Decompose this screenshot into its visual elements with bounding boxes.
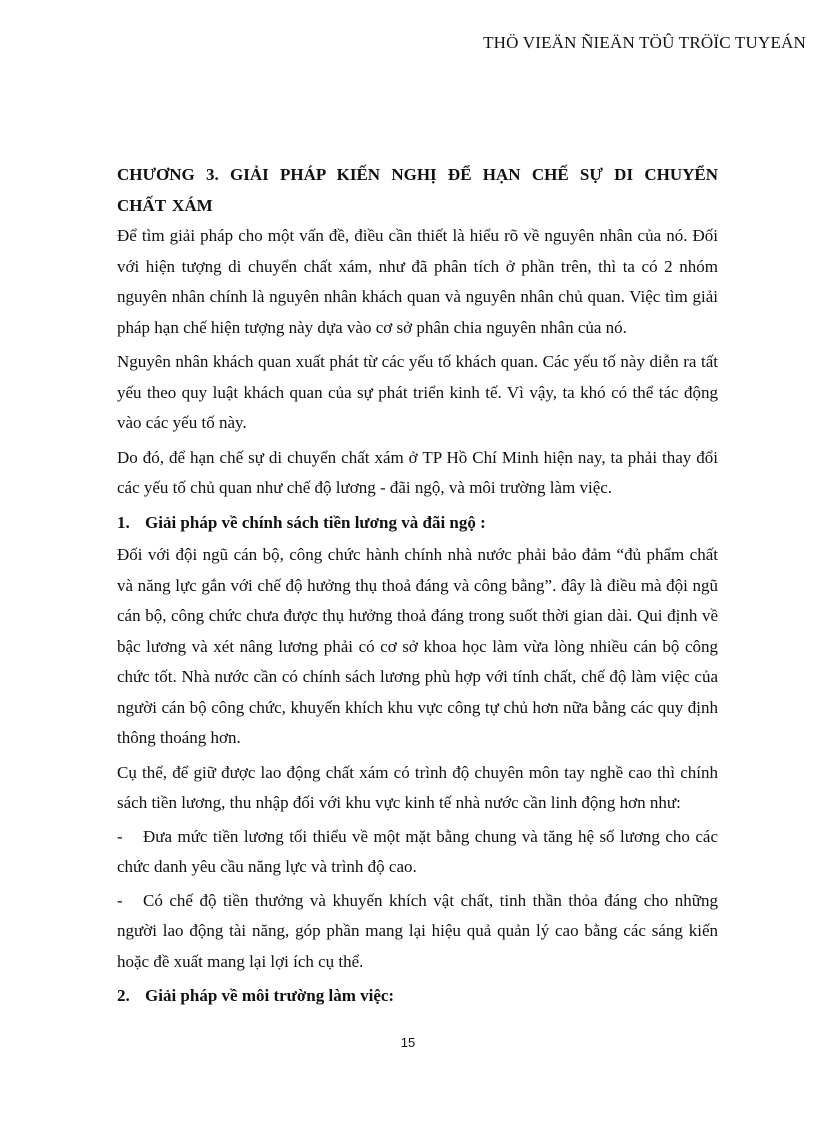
section-1-paragraph-2: Cụ thể, để giữ được lao động chất xám có trình độ chuyên môn tay nghề cao thì chính sách tiền lương, thu nhập đối với khu vực kinh tế nhà nước cần linh động hơn như: (117, 762, 718, 812)
bullet-dash: - (117, 826, 123, 846)
section-2-heading (117, 981, 718, 1012)
section-2-title: Giải pháp về môi trường làm việc: (145, 986, 395, 1005)
section-1-heading (117, 508, 718, 539)
intro-paragraph-3: Do đó, để hạn chế sự di chuyển chất xám ở TP Hồ Chí Minh hiện nay, ta phải thay đổi các yếu tố chủ quan như chế độ lương - đãi ngộ, và môi trường làm việc. (117, 447, 718, 497)
intro-paragraph-1: Để tìm giải pháp cho một vấn đề, điều cần thiết là hiểu rõ về nguyên nhân của nó. Đối với hiện tượng di chuyển chất xám, như đã phân tích ở phần trên, thì ta có 2 nhóm nguyên nhân chính là nguyên nhân khách quan và nguyên nhân chủ quan. Việc tìm giải pháp hạn chế hiện tượng này dựa vào cơ sở phân chia nguyên nhân của nó. (117, 226, 718, 337)
bullet-item (117, 822, 718, 883)
chapter-title: CHƯƠNG 3. GIẢI PHÁP KIẾN NGHỊ ĐỂ HẠN CHẾ SỰ DI CHUYỂN CHẤT XÁM (117, 165, 718, 215)
intro-paragraph-2: Nguyên nhân khách quan xuất phát từ các yếu tố khách quan. Các yếu tố này diễn ra tất yếu theo quy luật khách quan của sự phát triển kinh tế. Vì vậy, ta khó có thể tác động vào các yếu tố này. (117, 352, 718, 432)
page-header: THÖ VIEÄN ÑIEÄN TÖÛ TRÖÏC TUYEÁN (483, 33, 806, 52)
section-1-title: Giải pháp về chính sách tiền lương và đãi ngộ : (145, 512, 486, 532)
page-number: 15 (400, 1035, 416, 1050)
bullet-text: Đưa mức tiền lương tối thiểu về một mặt bằng chung và tăng hệ số lương cho các chức danh yêu cầu năng lực và trình độ cao. (117, 826, 718, 876)
bullet-item (117, 886, 718, 978)
section-1-paragraph-1: Đối với đội ngũ cán bộ, công chức hành chính nhà nước phải bảo đảm “đủ phẩm chất và năng lực gắn với chế độ hưởng thụ thoả đáng và công bằng”. đây là điều mà đội ngũ cán bộ, công chức chưa được thụ hưởng thoả đáng trong suốt thời gian dài. Qui định về bậc lương và xét nâng lương phải có cơ sở khoa học làm vừa lòng nhiều cán bộ công chức tốt. Nhà nước cần có chính sách lương phù hợp với tính chất, chế độ làm việc của người cán bộ công chức, khuyến khích khu vực công tự chủ hơn nữa bằng các quy định thông thoáng hơn. (117, 545, 718, 747)
document-body (117, 160, 718, 1014)
section-2-number: 2. (117, 986, 130, 1005)
bullet-dash: - (117, 890, 123, 910)
section-1-number: 1. (117, 512, 130, 532)
bullet-text: Có chế độ tiền thưởng và khuyến khích vật chất, tinh thần thỏa đáng cho những người lao động tài năng, góp phần mang lại hiệu quả quản lý cao bằng các sáng kiến hoặc đề xuất mang lại lợi ích cụ thể. (117, 890, 718, 971)
